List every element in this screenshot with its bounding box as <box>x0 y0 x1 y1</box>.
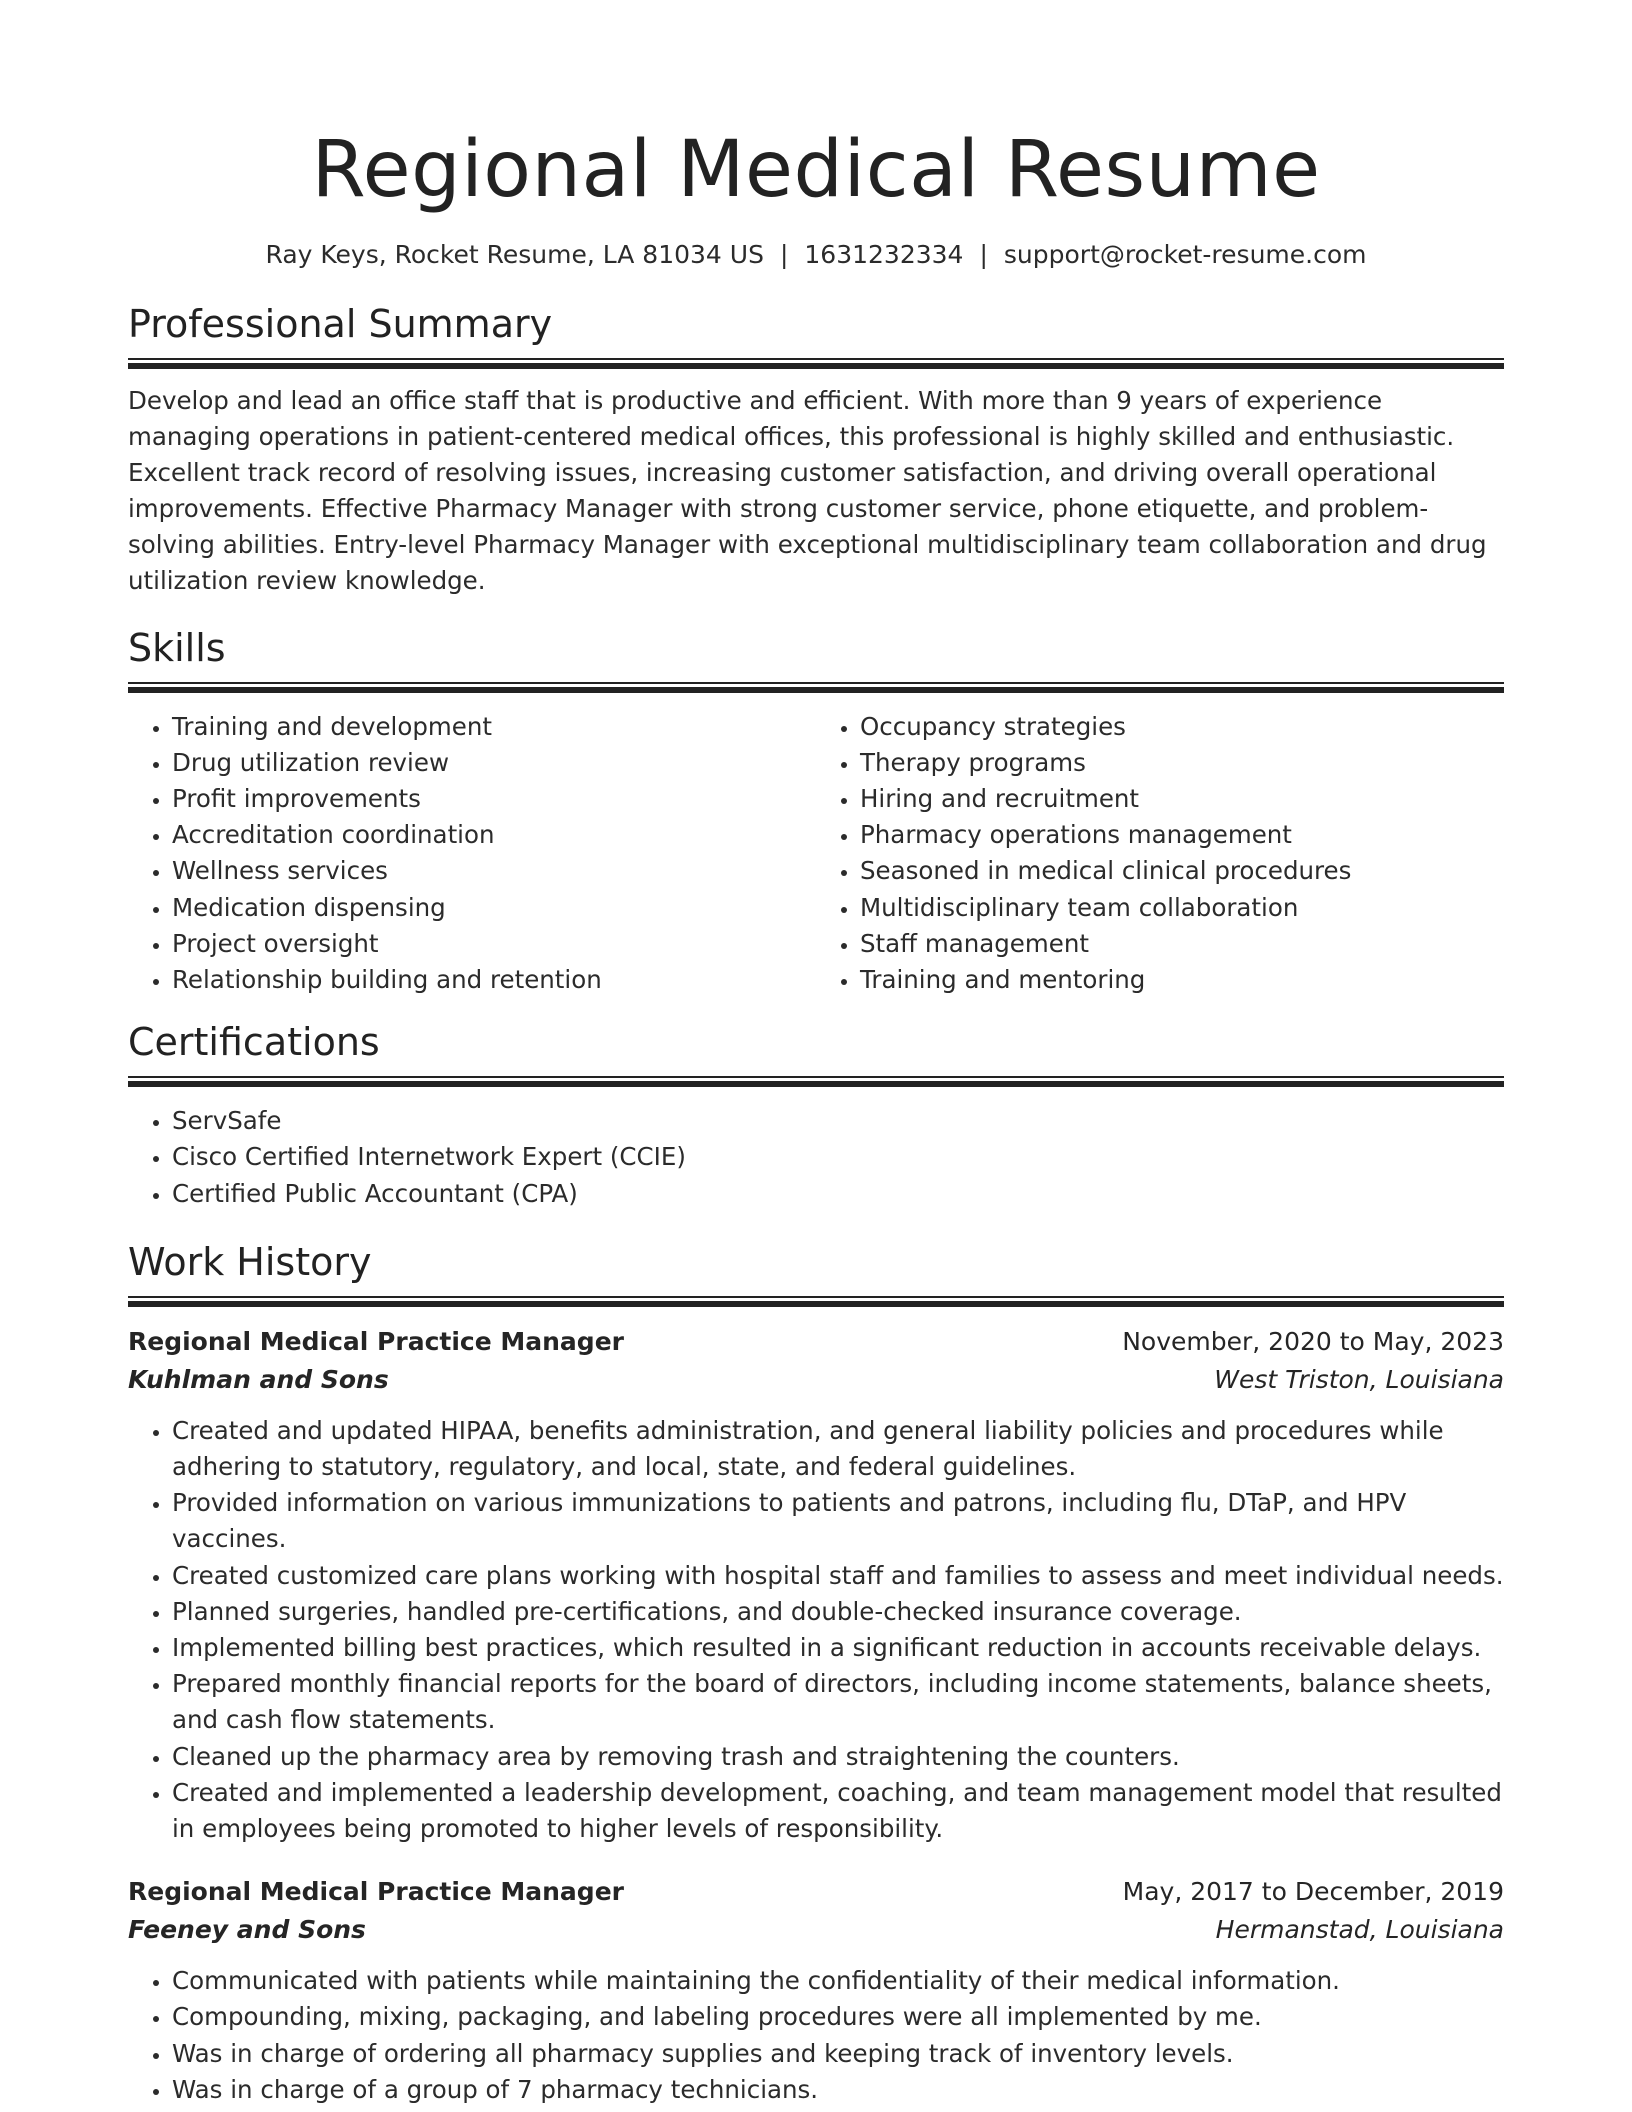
resume-title: Regional Medical Resume <box>311 125 1321 215</box>
job-bullet: • Prepared monthly financial reports for the board of directors, including income statements, balance sheets, and cash flow statements. <box>172 1666 1504 1738</box>
skill-item: • Relationship building and retention <box>172 962 816 998</box>
job-header <box>128 1873 1504 1911</box>
skill-item: • Drug utilization review <box>172 745 816 781</box>
skills-columns <box>128 709 1504 999</box>
certification-item: • Certified Public Accountant (CPA) <box>172 1176 1504 1212</box>
job-bullet: • Was in charge of a group of 7 pharmacy technicians. <box>172 2072 1504 2108</box>
job-bullet: • Implemented billing best practices, which resulted in a significant reduction in accounts receivable delays. <box>172 1630 1504 1666</box>
skill-item: • Seasoned in medical clinical procedures <box>860 853 1504 889</box>
certifications-list <box>128 1103 1504 1212</box>
job-bullet: • Was in charge of ordering all pharmacy supplies and keeping track of inventory levels. <box>172 2036 1504 2072</box>
job-company: Feeney and Sons <box>128 1915 366 1945</box>
job-title: Regional Medical Practice Manager <box>128 1326 624 1356</box>
skill-item: • Profit improvements <box>172 781 816 817</box>
section-divider <box>128 358 1504 369</box>
section-title-certifications: Certifications <box>128 1020 380 1065</box>
skill-item: • Pharmacy operations management <box>860 817 1504 853</box>
summary-text: Develop and lead an office staff that is productive and efficient. With more than 9 years of experience managing operations in patient-centered medical offices, this professional is highly skilled and enthusiastic. Excellent track record of resolving issues, increasing customer satisfaction, and driving overall operational improvements. Effective Pharmacy Manager with strong customer service, phone etiquette, and problem-solving abilities. Entry-level Pharmacy Manager with exceptional multidisciplinary team collaboration and drug utilization review knowledge. <box>128 386 1487 595</box>
certification-item: • ServSafe <box>172 1103 1504 1139</box>
job-company: Kuhlman and Sons <box>128 1364 389 1394</box>
summary-section <box>128 300 1504 599</box>
work-history-section <box>128 1238 1504 2108</box>
job-bullet: • Cleaned up the pharmacy area by removing trash and straightening the counters. <box>172 1739 1504 1775</box>
skills-left-list <box>128 709 816 999</box>
contact-separator: | <box>979 240 988 269</box>
certifications-section <box>128 1018 1504 1212</box>
job-location: Hermanstad, Louisiana <box>1215 1915 1504 1945</box>
skill-item: • Wellness services <box>172 853 816 889</box>
skill-item: • Multidisciplinary team collaboration <box>860 890 1504 926</box>
job-subheader <box>128 1361 1504 1399</box>
contact-separator: | <box>779 240 789 269</box>
resume-page <box>128 120 1504 2108</box>
job-bullet: • Planned surgeries, handled pre-certifications, and double-checked insurance coverage. <box>172 1594 1504 1630</box>
contact-line <box>128 238 1504 272</box>
job-bullets <box>128 1413 1504 1847</box>
skill-item: • Medication dispensing <box>172 890 816 926</box>
skill-item: • Training and mentoring <box>860 962 1504 998</box>
job-bullet: • Provided information on various immunizations to patients and patrons, including flu, DTaP, and HPV vaccines. <box>172 1485 1504 1557</box>
skills-section <box>128 624 1504 999</box>
job-bullet: • Compounding, mixing, packaging, and labeling procedures were all implemented by me. <box>172 1999 1504 2035</box>
section-title-summary: Professional Summary <box>128 302 553 346</box>
job-entry <box>128 1323 1504 1847</box>
skill-item: • Project oversight <box>172 926 816 962</box>
job-bullet: • Communicated with patients while maintaining the confidentiality of their medical information. <box>172 1963 1504 1999</box>
contact-email: support@rocket-resume.com <box>1003 240 1367 269</box>
certification-item: • Cisco Certified Internetwork Expert (CCIE) <box>172 1139 1504 1175</box>
job-location: West Triston, Louisiana <box>1214 1364 1504 1394</box>
job-entry <box>128 1873 1504 2108</box>
skills-right-list <box>816 709 1504 999</box>
section-divider <box>128 1296 1504 1307</box>
job-bullet: • Created and updated HIPAA, benefits administration, and general liability policies and procedures while adhering to statutory, regulatory, and local, state, and federal guidelines. <box>172 1413 1504 1485</box>
skill-item: • Staff management <box>860 926 1504 962</box>
job-title: Regional Medical Practice Manager <box>128 1877 624 1907</box>
job-dates: November, 2020 to May, 2023 <box>1122 1326 1504 1356</box>
skill-item: • Occupancy strategies <box>860 709 1504 745</box>
contact-address: Ray Keys, Rocket Resume, LA 81034 US <box>265 240 764 269</box>
job-dates: May, 2017 to December, 2019 <box>1122 1877 1504 1907</box>
section-divider <box>128 1076 1504 1087</box>
skill-item: • Accreditation coordination <box>172 817 816 853</box>
section-title-work-history: Work History <box>128 1239 372 1284</box>
skill-item: • Therapy programs <box>860 745 1504 781</box>
contact-phone: 1631232334 <box>804 240 964 269</box>
skill-item: • Training and development <box>172 709 816 745</box>
section-title-skills: Skills <box>128 625 226 670</box>
job-bullet: • Created and implemented a leadership development, coaching, and team management model that resulted in employees being promoted to higher levels of responsibility. <box>172 1775 1504 1847</box>
job-subheader <box>128 1911 1504 1949</box>
section-divider <box>128 682 1504 693</box>
job-bullet: • Created customized care plans working with hospital staff and families to assess and meet individual needs. <box>172 1558 1504 1594</box>
job-bullets <box>128 1963 1504 2108</box>
job-header <box>128 1323 1504 1361</box>
skill-item: • Hiring and recruitment <box>860 781 1504 817</box>
